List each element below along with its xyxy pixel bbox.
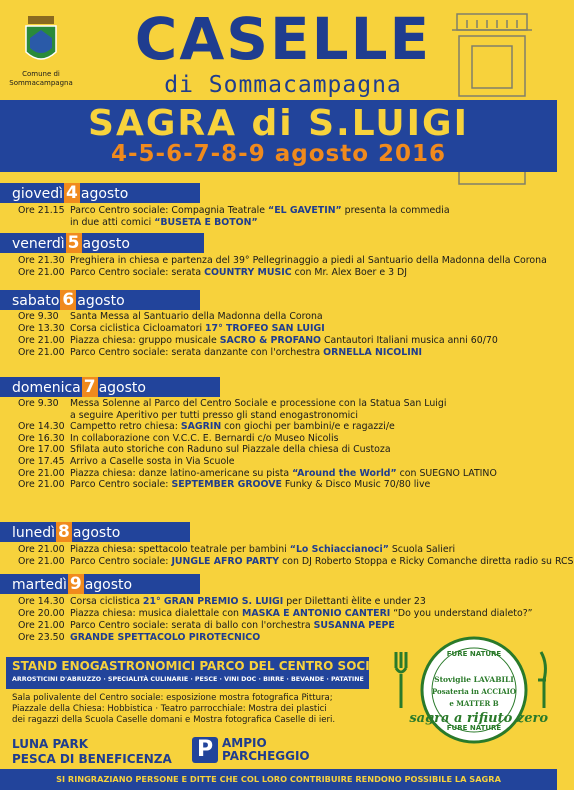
event-text: Corsa ciclistica Cicloamatori [70, 323, 206, 334]
event-text-tail: Cantautori Italiani musica anni 60/70 [321, 335, 498, 346]
parking-label-2: PARCHEGGIO [222, 749, 310, 763]
event-text: Parco Centro sociale: serata di ballo con l'orchestra [70, 620, 314, 631]
event-highlight: “Lo Schiaccianoci” [289, 544, 389, 555]
event-highlight: ORNELLA NICOLINI [323, 347, 423, 358]
day-month: agosto [72, 525, 121, 541]
fork-icon [392, 650, 414, 710]
day-name: martedì [12, 577, 67, 593]
event-row [18, 479, 430, 491]
event-row [18, 311, 323, 323]
day-header [0, 377, 220, 397]
event-text: Parco Centro sociale: serata [70, 267, 205, 278]
event-row [18, 468, 497, 480]
info-line: Sala polivalente del Centro sociale: esposizione mostra fotografica Pittura; [12, 693, 333, 703]
event-row [18, 398, 446, 410]
comune-label-1: Comune di [22, 70, 60, 78]
parking-label [222, 737, 310, 763]
town-title: CASELLE [134, 5, 432, 73]
event-highlight: GRANDE SPETTACOLO PIROTECNICO [70, 632, 261, 643]
event-highlight: MASKA E ANTONIO CANTERI [241, 608, 391, 619]
day-name: giovedì [12, 186, 64, 202]
event-dates: 4-5-6-7-8-9 agosto 2016 [110, 141, 447, 167]
event-text: Campetto retro chiesa: [70, 421, 181, 433]
event-text: Santa Messa al Santuario della Madonna della Corona [70, 311, 323, 322]
event-highlight: 17° TROFEO SAN LUIGI [205, 323, 325, 334]
stamp-line-2: Posateria in ACCIAIO [431, 687, 517, 696]
event-text: Arrivo a Caselle sosta in Via Scuole [70, 456, 235, 467]
town-subtitle: di Sommacampagna [164, 72, 402, 98]
event-time: Ore 17.00 [18, 444, 65, 456]
day-month: agosto [84, 577, 133, 593]
event-row [18, 267, 407, 279]
event-highlight: 21° GRAN PREMIO S. LUIGI [142, 596, 284, 607]
day-name: lunedì [12, 525, 56, 541]
stand-title: STAND ENOGASTRONOMICI PARCO DEL CENTRO SOCIALE [12, 659, 395, 673]
event-row [18, 347, 422, 359]
event-time: Ore 21.00 [18, 479, 65, 491]
event-text-tail: con DJ Roberto Stoppa e Ricky Comanche diretta radio su RCS [279, 556, 574, 567]
event-row [18, 544, 455, 556]
event-time: Ore 23.50 [18, 632, 65, 643]
day-month: agosto [82, 236, 130, 252]
event-time: Ore 21.00 [18, 467, 65, 479]
event-text-tail: Scuola Salieri [388, 544, 456, 555]
stand-items: ARROSTICINI D'ABRUZZO · SPECIALITÀ CULINARIE · PESCE · VINI DOC · BIRRE · BEVANDE · PATATINE [12, 676, 364, 683]
event-row [18, 456, 235, 468]
event-row [18, 608, 533, 620]
day-month: agosto [77, 293, 125, 309]
event-row [18, 444, 391, 456]
parking-icon: P [192, 737, 218, 763]
event-text-tail: per Dilettanti èlite e under 23 [283, 596, 426, 607]
event-text: a seguire Aperitivo per tutti presso gli stand enogastronomici [70, 409, 358, 421]
day-number: 8 [58, 522, 70, 542]
event-highlight: “EL GAVETIN” [268, 205, 342, 216]
event-row [18, 596, 426, 608]
day-number: 5 [67, 233, 80, 253]
event-text: Parco Centro sociale: Compagnia Teatrale [70, 205, 269, 216]
eco-stamp [418, 634, 530, 746]
pesca-label: PESCA DI BENEFICENZA [12, 752, 172, 766]
info-line: dei ragazzi della Scuola Caselle domani e Mostra fotografica Caselle di ieri. [12, 715, 336, 725]
event-time: Ore 16.30 [18, 432, 65, 444]
event-time: Ore 14.30 [18, 421, 65, 433]
event-time: Ore 21.00 [18, 347, 65, 358]
event-title: SAGRA di S.LUIGI [88, 103, 469, 144]
event-text-tail: con giochi per bambini/e e ragazzi/e [221, 421, 395, 433]
event-time: Ore 13.30 [18, 323, 65, 334]
day-name: domenica [12, 380, 81, 396]
event-text: Piazza chiesa: musica dialettale con [70, 608, 242, 619]
event-highlight: JUNGLE AFRO PARTY [171, 556, 280, 567]
event-time: Ore 21.00 [18, 544, 65, 555]
day-number: 7 [83, 377, 96, 397]
event-row [18, 410, 358, 422]
event-row [18, 255, 547, 267]
parking-label-1: AMPIO [222, 736, 267, 750]
event-row [18, 556, 574, 568]
event-row [18, 632, 260, 644]
event-text: Parco Centro sociale: [70, 479, 172, 491]
comune-logo [9, 12, 73, 102]
event-row [18, 335, 498, 347]
event-text-tail: “Do you understand dialeto?” [390, 608, 533, 619]
event-row [18, 323, 325, 335]
event-time: Ore 9.30 [18, 398, 59, 409]
event-time: Ore 21.00 [18, 556, 65, 567]
event-time: Ore 9.30 [18, 311, 59, 322]
event-highlight: SEPTEMBER GROOVE [171, 479, 282, 491]
day-header [0, 233, 204, 253]
event-time: Ore 20.00 [18, 608, 65, 619]
event-text: In collaborazione con V.C.C. E. Bernardi c/o Museo Nicolis [70, 432, 339, 444]
event-text: Sfilata auto storiche con Raduno sul Piazzale della chiesa di Custoza [70, 444, 391, 456]
event-text-tail: presenta la commedia [341, 205, 450, 216]
event-highlight: SACRO & PROFANO [219, 335, 322, 346]
event-highlight: SAGRIN [180, 421, 222, 433]
event-time: Ore 14.30 [18, 596, 65, 607]
stamp-line-3: e MATTER B [449, 699, 499, 708]
day-number: 4 [66, 183, 78, 203]
event-time: Ore 21.30 [18, 255, 65, 266]
event-text-tail: Funky & Disco Music 70/80 live [281, 479, 431, 491]
info-line: Piazzale della Chiesa: Hobbistica · Teatro parrocchiale: Mostra dei plastici [12, 704, 327, 714]
event-highlight: COUNTRY MUSIC [204, 267, 292, 278]
event-row [18, 205, 450, 217]
day-name: venerdì [12, 236, 65, 252]
day-number: 6 [62, 290, 75, 310]
day-header [0, 183, 200, 203]
day-name: sabato [12, 293, 60, 309]
event-text-tail: con SUEGNO LATINO [396, 467, 497, 479]
day-month: agosto [98, 380, 146, 396]
event-time: Ore 21.00 [18, 620, 65, 631]
event-text: Piazza chiesa: gruppo musicale [70, 335, 220, 346]
event-text: in due atti comici [70, 217, 155, 228]
event-highlight: “Around the World” [292, 467, 397, 479]
event-text: Piazza chiesa: spettacolo teatrale per bambini [70, 544, 290, 555]
luna-park-label: LUNA PARK [12, 737, 88, 751]
event-text: Messa Solenne al Parco del Centro Sociale e processione con la Statua San Luigi [70, 398, 447, 409]
day-header [0, 522, 190, 542]
day-month: agosto [80, 186, 129, 202]
event-text: Piazza chiesa: danze latino-americane su pista [70, 467, 293, 479]
footer-thanks: SI RINGRAZIANO PERSONE E DITTE CHE COL LORO CONTRIBUIRE RENDONO POSSIBILE LA SAGRA [0, 769, 557, 790]
day-header [0, 290, 200, 310]
stamp-line-1: Stoviglie LAVABILI [434, 675, 514, 684]
event-text: Parco Centro sociale: [70, 556, 172, 567]
zero-waste-slogan: sagra a rifiuto zero [409, 711, 548, 726]
event-highlight: “BUSETA E BOTON” [154, 217, 258, 228]
comune-label-2: Sommacampagna [9, 79, 73, 87]
stamp-top: FURE NATURE [446, 650, 502, 658]
event-time: Ore 21.00 [18, 335, 65, 346]
event-text-tail: con Mr. Alex Boer e 3 DJ [291, 267, 408, 278]
event-time: Ore 21.15 [18, 205, 65, 216]
event-row [18, 217, 258, 229]
event-text: Preghiera in chiesa e partenza del 39° Pellegrinaggio a piedi al Santuario della Madonna della Corona [70, 255, 547, 266]
event-time: Ore 17.45 [18, 456, 65, 467]
stamp-bottom: FURE NATURE [446, 724, 502, 732]
knife-icon [532, 650, 550, 710]
day-header [0, 574, 200, 594]
day-number: 9 [69, 574, 82, 594]
event-row [18, 433, 339, 445]
event-row [18, 620, 395, 632]
event-time: Ore 21.00 [18, 267, 65, 278]
event-text: Parco Centro sociale: serata danzante con l'orchestra [70, 347, 324, 358]
event-row [18, 421, 395, 433]
event-highlight: SUSANNA PEPE [313, 620, 395, 631]
event-text: Corsa ciclistica [70, 596, 143, 607]
